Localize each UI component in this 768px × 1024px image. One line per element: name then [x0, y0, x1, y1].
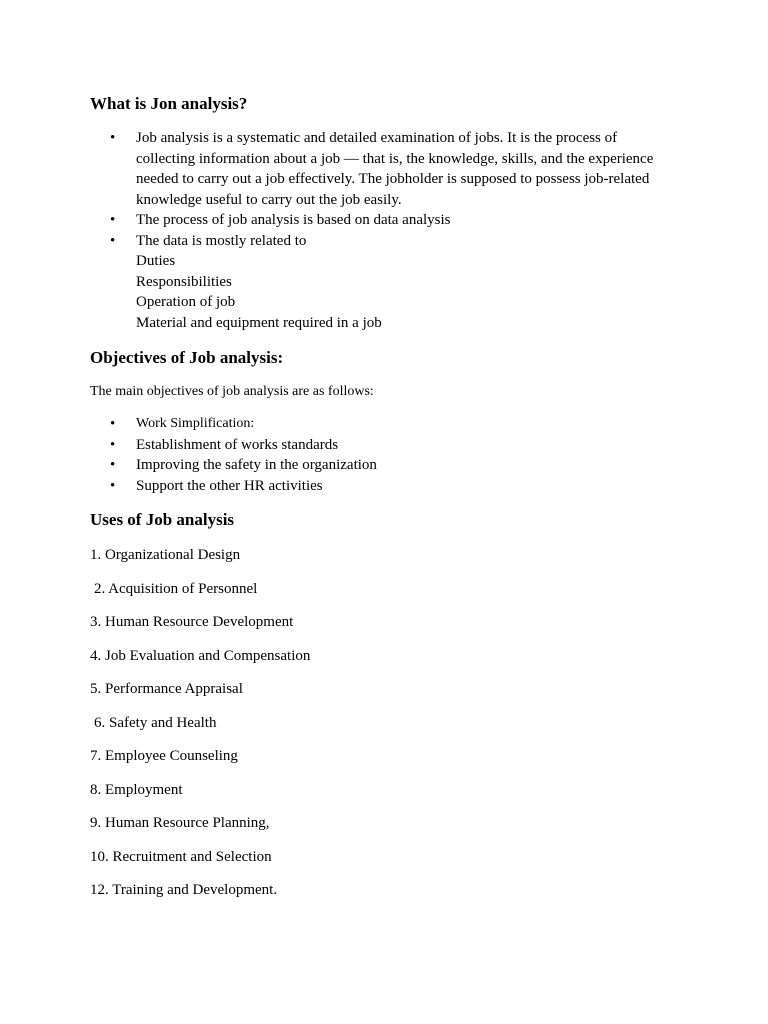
- bullet-item: • Work Simplification:: [108, 414, 668, 435]
- list-item: 5. Performance Appraisal: [90, 681, 243, 697]
- bullet-item: • Improving the safety in the organization: [108, 455, 668, 476]
- bullet-icon: •: [110, 436, 116, 453]
- bullet-icon: •: [110, 130, 116, 146]
- list-item: 8. Employment: [90, 781, 183, 798]
- list-item: 12. Training and Development.: [90, 882, 278, 898]
- bullet-item: • The process of job analysis is based on data analysis: [108, 210, 668, 231]
- list-item: 6. Safety and Health: [94, 714, 217, 731]
- objectives-bullet-list: [108, 414, 668, 496]
- bullet-item: • Job analysis is a systematic and detailed examination of jobs. It is the process of collecting information about a job — that is, the knowledge, skills, and the experience needed to carry out a job effectively. The jobholder is supposed to possess job-related knowledge useful to carry out the job easily.: [110, 130, 654, 208]
- list-item: Duties: [136, 253, 176, 269]
- list-item: 10. Recruitment and Selection: [90, 848, 272, 865]
- list-item: 4. Job Evaluation and Compensation: [90, 647, 311, 664]
- objectives-intro-text: The main objectives of job analysis are as follows:: [90, 384, 374, 399]
- list-item: 1. Organizational Design: [90, 547, 241, 563]
- job-analysis-bullet-list: [108, 128, 668, 251]
- list-item: 9. Human Resource Planning,: [90, 815, 270, 831]
- list-item: Material and equipment required in a job: [136, 314, 382, 331]
- bullet-item: • The data is mostly related to: [108, 231, 668, 252]
- bullet-icon: •: [110, 416, 116, 432]
- section-heading-objectives: Objectives of Job analysis:: [90, 348, 284, 367]
- section-heading-uses: Uses of Job analysis: [90, 510, 235, 529]
- list-item: Operation of job: [136, 294, 236, 310]
- list-item: 2. Acquisition of Personnel: [94, 580, 258, 597]
- bullet-item: • Establishment of works standards: [108, 435, 668, 456]
- bullet-item: • Support the other HR activities: [108, 476, 668, 497]
- uses-list: [90, 545, 310, 914]
- list-item: 3. Human Resource Development: [90, 614, 294, 630]
- bullet-icon: •: [110, 457, 116, 473]
- bullet-icon: •: [110, 212, 116, 228]
- data-related-list: [136, 251, 382, 333]
- bullet-icon: •: [110, 477, 116, 494]
- list-item: 7. Employee Counseling: [90, 748, 238, 764]
- bullet-icon: •: [110, 232, 116, 249]
- list-item: Responsibilities: [136, 273, 232, 290]
- section-heading-what-is-job-analysis: What is Jon analysis?: [90, 94, 248, 113]
